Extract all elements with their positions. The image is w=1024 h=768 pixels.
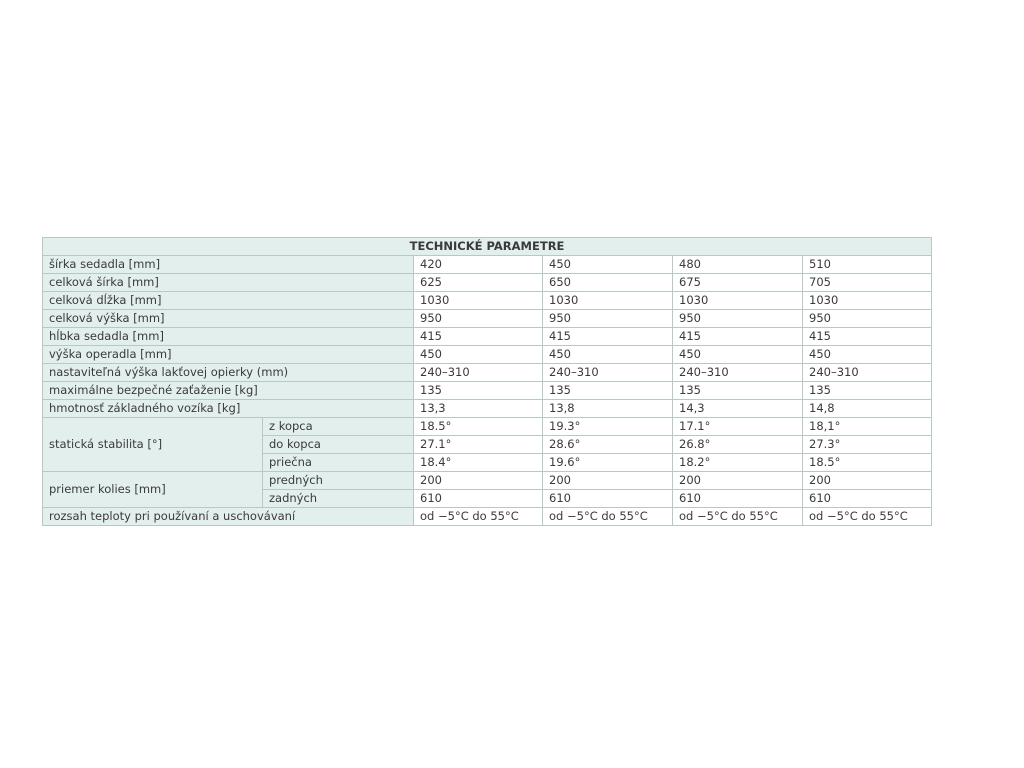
value-cell: 1030 — [803, 292, 932, 310]
value-cell: 950 — [673, 310, 803, 328]
row-label: celková výška [mm] — [43, 310, 414, 328]
value-cell: 14,3 — [673, 400, 803, 418]
row-label: celková šírka [mm] — [43, 274, 414, 292]
value-cell: 135 — [414, 382, 543, 400]
value-cell: 705 — [803, 274, 932, 292]
value-cell: 950 — [803, 310, 932, 328]
table-row — [43, 400, 932, 418]
value-cell: od −5°C do 55°C — [803, 508, 932, 526]
value-cell: 950 — [414, 310, 543, 328]
value-cell: 240–310 — [414, 364, 543, 382]
value-cell: 240–310 — [673, 364, 803, 382]
value-cell: 480 — [673, 256, 803, 274]
value-cell: 26.8° — [673, 436, 803, 454]
table-body — [43, 256, 932, 526]
value-cell: 240–310 — [803, 364, 932, 382]
sub-label: do kopca — [263, 436, 414, 454]
sub-label: z kopca — [263, 418, 414, 436]
value-cell: 1030 — [673, 292, 803, 310]
table-title-row — [43, 238, 932, 256]
table-row — [43, 472, 932, 490]
value-cell: 28.6° — [543, 436, 673, 454]
value-cell: 19.3° — [543, 418, 673, 436]
value-cell: 200 — [414, 472, 543, 490]
value-cell: 135 — [803, 382, 932, 400]
value-cell: 200 — [673, 472, 803, 490]
value-cell: 415 — [414, 328, 543, 346]
row-label: hĺbka sedadla [mm] — [43, 328, 414, 346]
value-cell: 415 — [673, 328, 803, 346]
value-cell: 200 — [543, 472, 673, 490]
value-cell: 135 — [673, 382, 803, 400]
value-cell: 13,8 — [543, 400, 673, 418]
value-cell: 27.3° — [803, 436, 932, 454]
value-cell: od −5°C do 55°C — [414, 508, 543, 526]
value-cell: 13,3 — [414, 400, 543, 418]
value-cell: 17.1° — [673, 418, 803, 436]
value-cell: 450 — [414, 346, 543, 364]
value-cell: 18.4° — [414, 454, 543, 472]
table-row — [43, 418, 932, 436]
row-label: celková dĺžka [mm] — [43, 292, 414, 310]
value-cell: 450 — [803, 346, 932, 364]
value-cell: 415 — [803, 328, 932, 346]
value-cell: 650 — [543, 274, 673, 292]
wheels-group-label: priemer kolies [mm] — [43, 472, 263, 508]
value-cell: 240–310 — [543, 364, 673, 382]
value-cell: 18,1° — [803, 418, 932, 436]
value-cell: 27.1° — [414, 436, 543, 454]
value-cell: 200 — [803, 472, 932, 490]
table-row — [43, 292, 932, 310]
table-row — [43, 310, 932, 328]
table-row — [43, 256, 932, 274]
stability-group-label: statická stabilita [°] — [43, 418, 263, 472]
value-cell: od −5°C do 55°C — [673, 508, 803, 526]
value-cell: 675 — [673, 274, 803, 292]
sub-label: zadných — [263, 490, 414, 508]
table-row — [43, 274, 932, 292]
row-label: hmotnosť základného vozíka [kg] — [43, 400, 414, 418]
row-label: rozsah teploty pri používaní a uschovávaní — [43, 508, 414, 526]
value-cell: 610 — [803, 490, 932, 508]
row-label: šírka sedadla [mm] — [43, 256, 414, 274]
value-cell: 510 — [803, 256, 932, 274]
value-cell: 415 — [543, 328, 673, 346]
value-cell: 610 — [414, 490, 543, 508]
value-cell: 135 — [543, 382, 673, 400]
value-cell: od −5°C do 55°C — [543, 508, 673, 526]
sub-label: predných — [263, 472, 414, 490]
value-cell: 1030 — [414, 292, 543, 310]
row-label: nastaviteľná výška lakťovej opierky (mm) — [43, 364, 414, 382]
table-row — [43, 346, 932, 364]
value-cell: 19.6° — [543, 454, 673, 472]
table-row — [43, 328, 932, 346]
value-cell: 450 — [673, 346, 803, 364]
value-cell: 1030 — [543, 292, 673, 310]
table-row — [43, 364, 932, 382]
value-cell: 18.5° — [803, 454, 932, 472]
value-cell: 625 — [414, 274, 543, 292]
value-cell: 950 — [543, 310, 673, 328]
value-cell: 18.5° — [414, 418, 543, 436]
value-cell: 610 — [543, 490, 673, 508]
value-cell: 450 — [543, 346, 673, 364]
value-cell: 18.2° — [673, 454, 803, 472]
table-title: TECHNICKÉ PARAMETRE — [43, 238, 932, 256]
value-cell: 450 — [543, 256, 673, 274]
row-label: výška operadla [mm] — [43, 346, 414, 364]
value-cell: 420 — [414, 256, 543, 274]
technical-parameters-table — [42, 237, 932, 526]
table-row — [43, 508, 932, 526]
sub-label: priečna — [263, 454, 414, 472]
value-cell: 610 — [673, 490, 803, 508]
value-cell: 14,8 — [803, 400, 932, 418]
row-label: maximálne bezpečné zaťaženie [kg] — [43, 382, 414, 400]
table-row — [43, 382, 932, 400]
